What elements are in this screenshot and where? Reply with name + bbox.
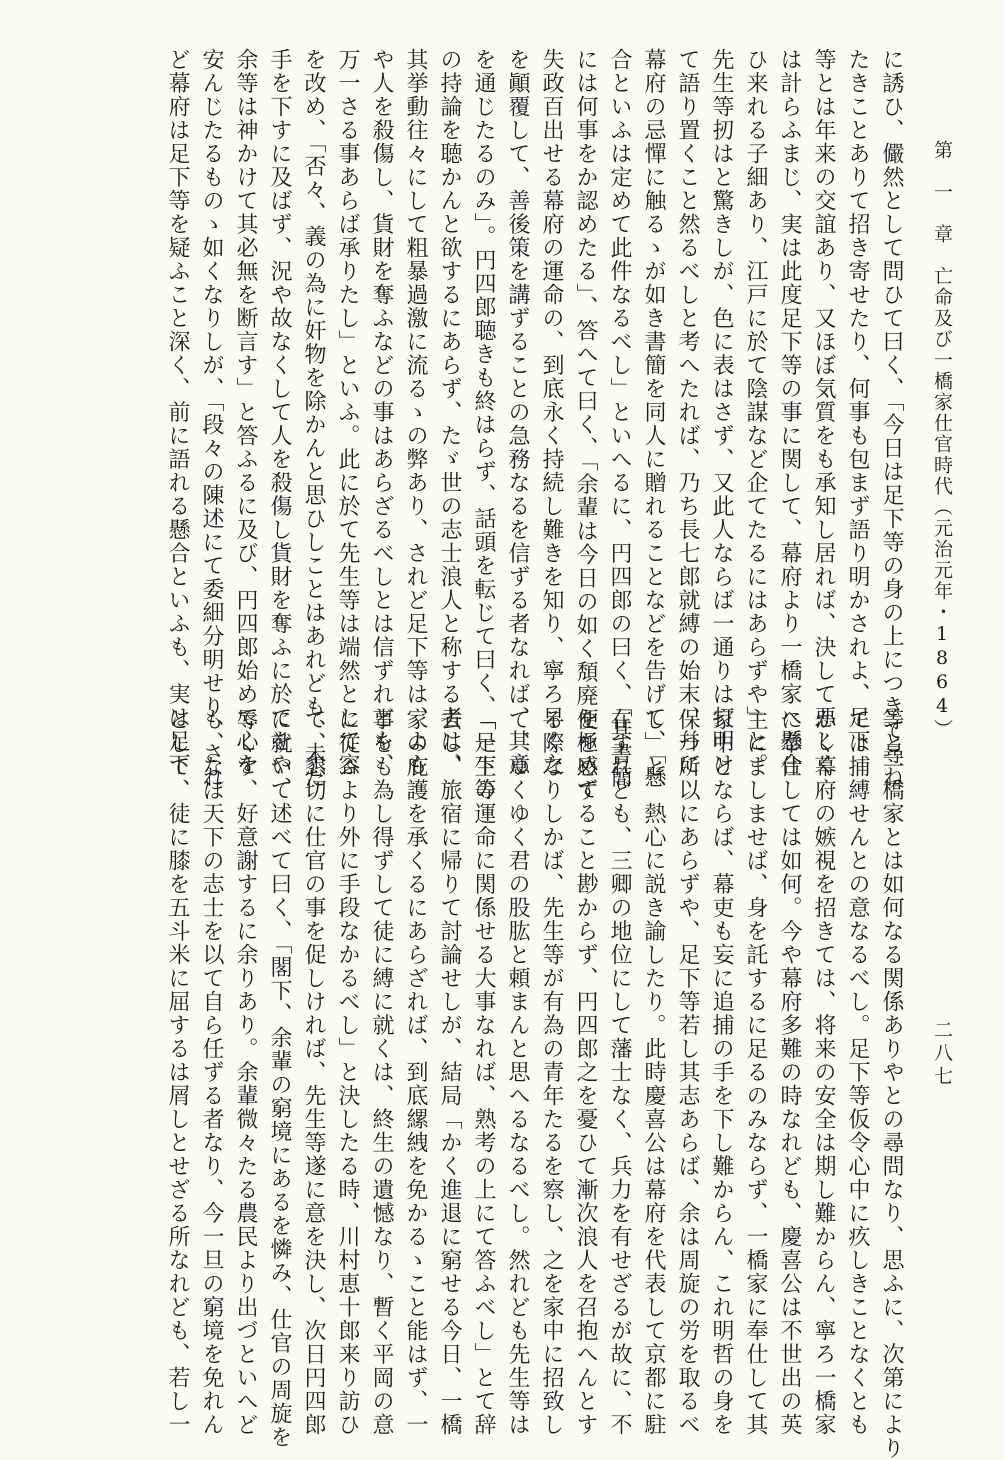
text-column: や人を殺傷し、貨財を奪ふなどの事はあらざるべしとは信ずれども、 [369,48,394,777]
text-column: に従ふより外に手段なかるべし」と決したる時、川村恵十郎来り訪ひ [335,708,360,1437]
text-column: に誘ひ、儼然として問ひて曰く、「今日は足下等の身の上につきて尋ね [879,48,904,789]
text-column: に奉仕しては如何。今や幕府多難の時なれども、慶喜公は不世出の英 [777,708,802,1437]
text-column: として、徒に膝を五斗米に屈するは屑しとせざる所なれども、若し一 [165,708,190,1437]
text-block-top [160,48,908,802]
text-column: を通じたるのみ」。円四郎聴きも終はらず、話頭を転じて曰く、「足下等 [471,48,496,802]
text-column: 安んじたるものゝ如くなりしが、「段々の陳述にて委細分明せり、され [199,48,224,789]
text-column: 幕府の忌憚に触るゝが如き書簡を同人に贈れることなどを告げて、「懸 [641,48,666,789]
text-column: も、なほ天下の志士を以て自ら任ずる者なり、今一旦の窮境を免れん [199,708,224,1437]
text-column: には何事をか認めたる」、答へて曰く、「余輩は今日の如く頽廃を極めて [573,48,598,802]
text-column: 去し、旅宿に帰りて討論せしが、結局「かく進退に窮せる今日、一橋 [437,708,462,1437]
text-column: 合といふは定めて此件なるべし」といへるに、円四郎の曰く、「其書簡 [607,48,632,789]
text-column: かく幕府の嫉視を招きては、将来の安全は期し難からん、寧ろ一橋家 [811,708,836,1437]
text-column: 其挙動往々にして粗暴過激に流るゝの弊あり、されど足下等は、よも [403,48,428,777]
text-column: 在すれども、三卿の地位にして藩士なく、兵力を有せざるが故に、不 [607,708,632,1437]
text-column: る際なりしかば、先生等が有為の青年たるを察し、之を家中に招致し [539,708,564,1437]
text-column: 「一生の運命に関係せる大事なれば、熟考の上にて答ふべし」とて辞 [471,708,496,1437]
text-column: たきことありて招き寄せたり、何事も包まず語り明かされよ、足下 [845,48,870,753]
text-column: は計らふまじ、実は此度足下等の事に関して、幕府より一橋家へ懸合 [777,48,802,777]
text-column: 余等は神かけて其必無を断言す」と答ふるに及び、円四郎始めて心を [233,48,258,777]
text-column: 辱くす、好意謝するに余りあり。余輩微々たる農民より出づといへど [233,708,258,1437]
text-column: て、懇切に仕官の事を促しければ、先生等遂に意を決し、次日円四郎 [301,708,326,1437]
text-column: て語り置くこと然るべしと考へたれば、乃ち長七郎就縛の始末、幷に [675,48,700,777]
text-block-bottom [160,708,908,1460]
text-column: 手を下すに及ばず、況や故なくして人を殺傷し貨財を奪ふに於てをや、 [267,48,292,800]
text-column: ひ来れる子細あり、江戸に於て陰謀など企てたるにはあらずや」と。 [743,48,768,777]
text-column: 家の庇護を承くるにあらざれば、到底縲絏を免かるゝこと能はず、一 [403,708,428,1437]
text-column: の持論を聴かんと欲するにあらず、たゞ世の志士浪人と称する者は、 [437,48,462,777]
text-column: 失政百出せる幕府の運命の、到底永く持続し難きを知り、寧ろ早く之 [539,48,564,777]
text-column: 保つ所以にあらずや、足下等若し其志あらば、余は周旋の労を取るべ [675,708,700,1437]
text-column: 便を感ずること尠からず、円四郎之を憂ひて漸次浪人を召抱へんとす [573,708,598,1437]
page-number: 二八七 [931,1020,953,1089]
text-column: 万一さる事あらば承りたし」といふ。此に於て先生等は端然として容 [335,48,360,777]
text-column: し」と、熱心に説き諭したり。此時慶喜公は幕府を代表して京都に駐 [641,708,666,1437]
text-column: ては捕縛せんとの意なるべし。足下等仮令心中に疚しきことなくとも [845,708,870,1437]
text-column: 家中とならば、幕吏も妄に追捕の手を下し難からん、これ明哲の身を [709,708,734,1437]
text-column: 等とは年来の交誼あり、又ほぼ気質をも承知し居れば、決して悪しく [811,48,836,777]
text-column: を顚覆して、善後策を講ずることの急務なるを信ずる者なれば、其意 [505,48,530,777]
text-column: ど幕府は足下等を疑ふこと深く、前に語れる懸合といふも、実は足下 [165,48,190,777]
text-column: 主にましませば、身を託するに足るのみならず、一橋家に奉仕して其 [743,708,768,1437]
text-column: を改め、「否々、義の為に奸物を除かんと思ひしことはあれども、未だ [301,48,326,789]
text-column: 等と一橋家とは如何なる関係ありやとの尋問なり、思ふに、次第により [879,708,904,1460]
text-column: て、ゆくゆく君の股肱と頼まんと思へるなるべし。然れども先生等は [505,708,530,1437]
text-column: 事をも為し得ずして徒に縛に就くは、終生の遺憾なり、暫く平岡の意 [369,708,394,1437]
text-column: 先生等扨はと驚きしが、色に表はさず、又此人ならば一通りは打明け [709,48,734,777]
text-column: に就いて述べて曰く、「閣下、余輩の窮境にあるを憐み、仕官の周旋を [267,708,292,1449]
running-header: 第 一 章 亡命及び一橋家仕官時代（元治元年・1864） [931,140,953,740]
